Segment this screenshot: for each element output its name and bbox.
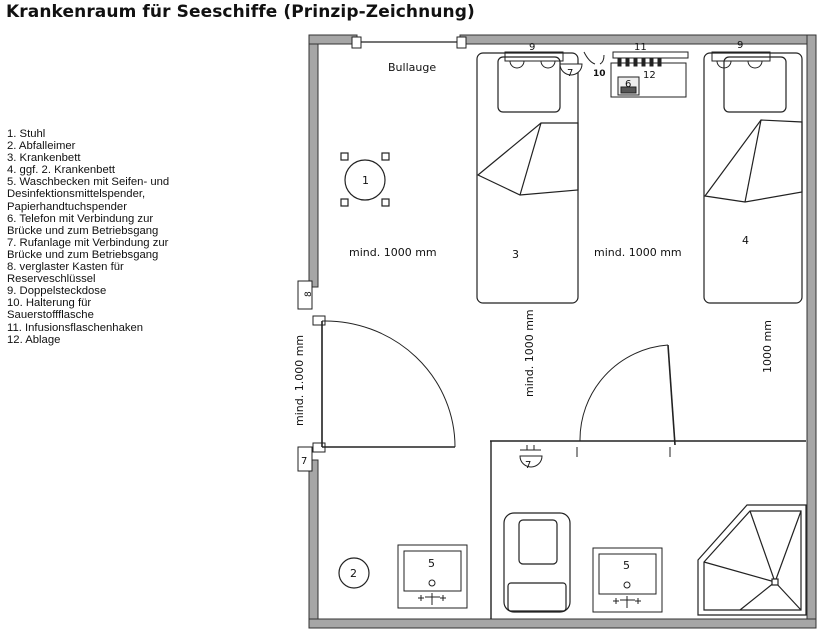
dimension-right-vertical: 1000 mm	[761, 320, 774, 373]
phone-number: 6	[625, 79, 632, 90]
legend-item-9: 9. Doppelsteckdose	[7, 285, 107, 298]
call-system-top-number: 7	[567, 68, 574, 79]
infusion-hooks-number: 11	[634, 42, 647, 53]
porthole-label: Bullauge	[388, 61, 437, 74]
dimension-middle-horizontal: mind. 1000 mm	[594, 246, 682, 259]
toilet	[504, 513, 570, 612]
call-system-bath-number: 7	[525, 460, 532, 471]
oxygen-holder-number: 10	[593, 69, 606, 79]
door-left	[313, 316, 455, 452]
legend-item-8-cont1: Reserveschlüssel	[7, 273, 96, 286]
bed-4-number: 4	[742, 234, 749, 247]
wall-bottom	[309, 619, 816, 628]
dimension-bed-vertical: mind. 1000 mm	[523, 309, 536, 397]
wall-left-upper	[309, 35, 318, 287]
legend-item-10-cont1: Sauerstoffflasche	[7, 309, 94, 322]
sink-left	[398, 545, 467, 608]
waste-bin-number: 2	[350, 567, 357, 580]
oxygen-holder	[584, 52, 604, 64]
bed-4	[704, 53, 802, 303]
sink-left-number: 5	[428, 557, 435, 570]
walls	[309, 35, 816, 628]
bed-3	[477, 53, 578, 303]
legend-item-7-cont1: Brücke und zum Betriebsgang	[7, 248, 159, 261]
socket-left	[505, 52, 563, 68]
legend-item-11: 11. Infusionsflaschenhaken	[7, 321, 144, 334]
page-title: Krankenraum für Seeschiffe (Prinzip-Zeichnung)	[6, 2, 475, 22]
sink-right-number: 5	[623, 559, 630, 572]
legend-item-2: 2. Abfalleimer	[7, 140, 76, 153]
socket-right-number: 9	[737, 40, 744, 51]
dimension-left-horizontal: mind. 1000 mm	[349, 246, 437, 259]
call-system-left-number: 7	[301, 456, 308, 467]
infusion-hooks	[613, 52, 688, 66]
shower	[698, 505, 806, 615]
shelf-number: 12	[643, 70, 656, 81]
legend-item-7: 7. Rufanlage mit Verbindung zur	[7, 236, 169, 249]
legend-item-4: 4. ggf. 2. Krankenbett	[7, 164, 116, 177]
legend-item-6: 6. Telefon mit Verbindung zur	[7, 212, 154, 225]
wall-left-lower	[309, 460, 318, 628]
chair-number: 1	[362, 174, 369, 187]
dimension-door-vertical: mind. 1.000 mm	[293, 334, 306, 426]
key-box-number: 8	[304, 291, 314, 297]
sink-right	[593, 548, 662, 612]
legend-item-1: 1. Stuhl	[7, 128, 46, 140]
bed-3-number: 3	[512, 248, 519, 261]
socket-left-number: 9	[529, 42, 536, 53]
legend-item-5-cont1: Desinfektionsmittelspender,	[7, 188, 146, 201]
legend-item-5: 5. Waschbecken mit Seifen- und	[7, 176, 170, 189]
legend-item-3: 3. Krankenbett	[7, 152, 81, 165]
socket-right	[712, 52, 770, 68]
legend-item-10: 10. Halterung für	[7, 297, 92, 310]
porthole	[352, 37, 466, 74]
legend-item-6-cont1: Brücke und zum Betriebsgang	[7, 224, 159, 237]
legend-item-12: 12. Ablage	[7, 333, 61, 346]
legend-item-5-cont2: Papierhandtuchspender	[7, 200, 127, 213]
legend-item-8: 8. verglaster Kasten für	[7, 261, 124, 274]
bathroom	[490, 441, 806, 619]
wall-right	[807, 35, 816, 628]
door-bathroom	[577, 345, 675, 457]
wall-top-left	[309, 35, 357, 44]
